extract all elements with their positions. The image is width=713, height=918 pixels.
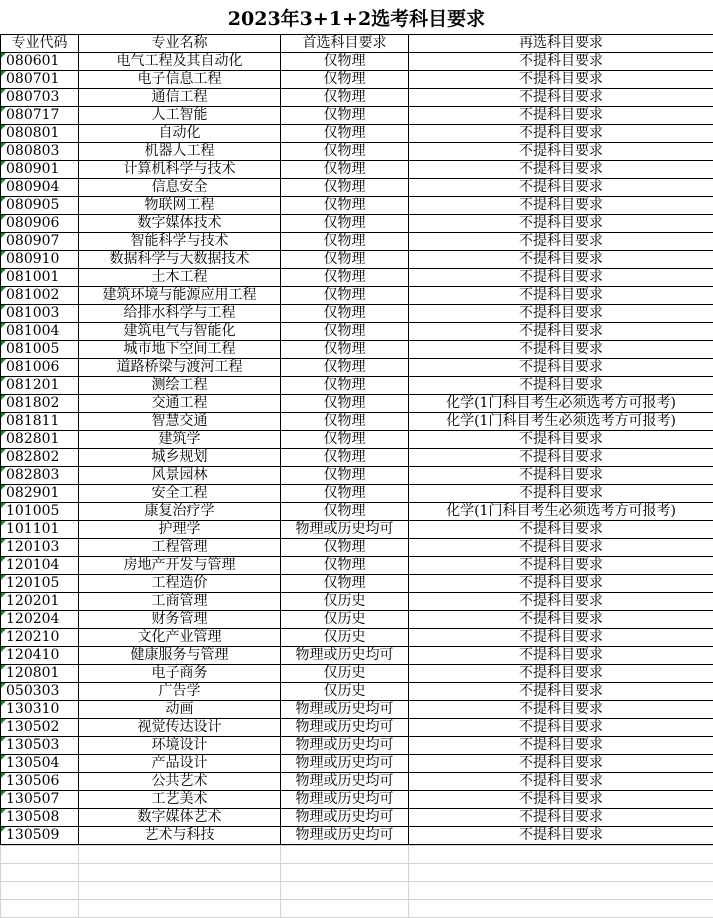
cell-major-name[interactable]: 通信工程	[79, 89, 281, 107]
cell-major-code[interactable]: 082803	[1, 467, 79, 485]
cell-second-subject[interactable]: 不提科目要求	[409, 665, 713, 683]
cell-second-subject[interactable]: 不提科目要求	[409, 521, 713, 539]
cell-major-name[interactable]: 机器人工程	[79, 143, 281, 161]
cell-second-subject[interactable]: 不提科目要求	[409, 215, 713, 233]
cell-major-name[interactable]: 测绘工程	[79, 377, 281, 395]
cell-major-name[interactable]: 工程管理	[79, 539, 281, 557]
cell-major-code[interactable]: 130508	[1, 809, 79, 827]
cell-major-code[interactable]: 080717	[1, 107, 79, 125]
cell-first-subject[interactable]: 物理或历史均可	[281, 827, 409, 845]
table-row	[1, 251, 713, 269]
subject-requirements-table	[0, 34, 713, 845]
table-row	[1, 701, 713, 719]
cell-major-code[interactable]: 081006	[1, 359, 79, 377]
cell-major-name[interactable]: 交通工程	[79, 395, 281, 413]
cell-major-code[interactable]: 080910	[1, 251, 79, 269]
table-row	[1, 791, 713, 809]
cell-first-subject[interactable]: 仅物理	[281, 413, 409, 431]
cell-major-name[interactable]: 产品设计	[79, 755, 281, 773]
cell-major-name[interactable]: 电子信息工程	[79, 71, 281, 89]
table-row	[1, 719, 713, 737]
cell-second-subject[interactable]: 不提科目要求	[409, 287, 713, 305]
table-row	[1, 557, 713, 575]
cell-major-code[interactable]: 080905	[1, 197, 79, 215]
cell-major-code[interactable]: 080701	[1, 71, 79, 89]
cell-second-subject[interactable]: 不提科目要求	[409, 197, 713, 215]
cell-second-subject[interactable]: 不提科目要求	[409, 179, 713, 197]
table-row	[1, 233, 713, 251]
cell-first-subject[interactable]: 仅物理	[281, 143, 409, 161]
cell-major-code[interactable]: 120210	[1, 629, 79, 647]
table-row	[1, 107, 713, 125]
cell-first-subject[interactable]: 仅物理	[281, 287, 409, 305]
cell-first-subject[interactable]: 仅物理	[281, 233, 409, 251]
cell-major-code[interactable]: 130310	[1, 701, 79, 719]
cell-major-code[interactable]: 120201	[1, 593, 79, 611]
cell-second-subject[interactable]: 不提科目要求	[409, 233, 713, 251]
table-row	[1, 503, 713, 521]
cell-second-subject[interactable]: 不提科目要求	[409, 431, 713, 449]
cell-second-subject[interactable]: 不提科目要求	[409, 143, 713, 161]
header-row	[1, 35, 713, 53]
cell-first-subject[interactable]: 物理或历史均可	[281, 755, 409, 773]
cell-major-name[interactable]: 康复治疗学	[79, 503, 281, 521]
table-row	[1, 179, 713, 197]
cell-first-subject[interactable]: 仅物理	[281, 557, 409, 575]
cell-first-subject[interactable]: 仅物理	[281, 53, 409, 71]
cell-major-name[interactable]: 城市地下空间工程	[79, 341, 281, 359]
cell-major-code[interactable]: 080907	[1, 233, 79, 251]
cell-major-name[interactable]: 道路桥梁与渡河工程	[79, 359, 281, 377]
grid-line	[408, 845, 409, 918]
header-second-subject[interactable]: 再选科目要求	[409, 35, 713, 53]
cell-first-subject[interactable]: 仅历史	[281, 611, 409, 629]
cell-major-name[interactable]: 安全工程	[79, 485, 281, 503]
cell-major-code[interactable]: 130509	[1, 827, 79, 845]
cell-first-subject[interactable]: 仅物理	[281, 539, 409, 557]
cell-second-subject[interactable]: 不提科目要求	[409, 593, 713, 611]
cell-second-subject[interactable]: 不提科目要求	[409, 701, 713, 719]
cell-first-subject[interactable]: 仅物理	[281, 305, 409, 323]
cell-major-name[interactable]: 工商管理	[79, 593, 281, 611]
cell-major-code[interactable]: 081811	[1, 413, 79, 431]
cell-first-subject[interactable]: 仅物理	[281, 341, 409, 359]
table-row	[1, 485, 713, 503]
cell-second-subject[interactable]: 不提科目要求	[409, 359, 713, 377]
cell-first-subject[interactable]: 仅物理	[281, 71, 409, 89]
cell-major-code[interactable]: 101005	[1, 503, 79, 521]
cell-major-name[interactable]: 建筑环境与能源应用工程	[79, 287, 281, 305]
cell-first-subject[interactable]: 仅物理	[281, 467, 409, 485]
cell-major-code[interactable]: 120103	[1, 539, 79, 557]
table-row	[1, 755, 713, 773]
cell-first-subject[interactable]: 仅物理	[281, 377, 409, 395]
cell-major-code[interactable]: 080803	[1, 143, 79, 161]
cell-second-subject[interactable]: 不提科目要求	[409, 539, 713, 557]
cell-first-subject[interactable]: 仅物理	[281, 89, 409, 107]
cell-major-code[interactable]: 101101	[1, 521, 79, 539]
cell-major-name[interactable]: 工艺美术	[79, 791, 281, 809]
cell-major-code[interactable]: 081005	[1, 341, 79, 359]
cell-major-name[interactable]: 财务管理	[79, 611, 281, 629]
cell-major-name[interactable]: 物联网工程	[79, 197, 281, 215]
cell-first-subject[interactable]: 仅物理	[281, 575, 409, 593]
cell-first-subject[interactable]: 物理或历史均可	[281, 719, 409, 737]
table-row	[1, 71, 713, 89]
cell-major-name[interactable]: 土木工程	[79, 269, 281, 287]
table-row	[1, 431, 713, 449]
cell-major-name[interactable]: 数字媒体技术	[79, 215, 281, 233]
table-row	[1, 575, 713, 593]
cell-first-subject[interactable]: 仅物理	[281, 395, 409, 413]
cell-first-subject[interactable]: 物理或历史均可	[281, 809, 409, 827]
cell-major-code[interactable]: 081201	[1, 377, 79, 395]
table-row	[1, 143, 713, 161]
table-row	[1, 395, 713, 413]
cell-major-code[interactable]: 081001	[1, 269, 79, 287]
cell-major-code[interactable]: 130507	[1, 791, 79, 809]
cell-major-name[interactable]: 城乡规划	[79, 449, 281, 467]
cell-major-name[interactable]: 智能科学与技术	[79, 233, 281, 251]
cell-second-subject[interactable]: 不提科目要求	[409, 341, 713, 359]
cell-first-subject[interactable]: 仅历史	[281, 683, 409, 701]
cell-first-subject[interactable]: 仅物理	[281, 215, 409, 233]
cell-second-subject[interactable]: 不提科目要求	[409, 557, 713, 575]
cell-major-name[interactable]: 动画	[79, 701, 281, 719]
cell-second-subject[interactable]: 不提科目要求	[409, 269, 713, 287]
cell-second-subject[interactable]: 不提科目要求	[409, 575, 713, 593]
cell-second-subject[interactable]: 不提科目要求	[409, 611, 713, 629]
table-row	[1, 215, 713, 233]
cell-second-subject[interactable]: 不提科目要求	[409, 683, 713, 701]
cell-major-code[interactable]: 081002	[1, 287, 79, 305]
header-first-subject[interactable]: 首选科目要求	[281, 35, 409, 53]
cell-major-name[interactable]: 视觉传达设计	[79, 719, 281, 737]
cell-major-code[interactable]: 120105	[1, 575, 79, 593]
cell-second-subject[interactable]: 不提科目要求	[409, 755, 713, 773]
cell-second-subject[interactable]: 不提科目要求	[409, 161, 713, 179]
cell-second-subject[interactable]: 不提科目要求	[409, 791, 713, 809]
cell-major-code[interactable]: 080703	[1, 89, 79, 107]
cell-second-subject[interactable]: 不提科目要求	[409, 251, 713, 269]
table-row	[1, 53, 713, 71]
table-row	[1, 287, 713, 305]
cell-major-name[interactable]: 工程造价	[79, 575, 281, 593]
cell-second-subject[interactable]: 不提科目要求	[409, 53, 713, 71]
cell-major-code[interactable]: 050303	[1, 683, 79, 701]
cell-major-name[interactable]: 护理学	[79, 521, 281, 539]
table-row	[1, 593, 713, 611]
empty-grid-area[interactable]	[0, 845, 713, 918]
cell-major-code[interactable]: 130503	[1, 737, 79, 755]
cell-first-subject[interactable]: 仅历史	[281, 629, 409, 647]
cell-major-name[interactable]: 人工智能	[79, 107, 281, 125]
cell-first-subject[interactable]: 物理或历史均可	[281, 701, 409, 719]
cell-second-subject[interactable]: 不提科目要求	[409, 485, 713, 503]
table-row	[1, 413, 713, 431]
table-row	[1, 809, 713, 827]
table-row	[1, 341, 713, 359]
cell-major-code[interactable]: 081802	[1, 395, 79, 413]
cell-first-subject[interactable]: 仅物理	[281, 485, 409, 503]
table-row	[1, 665, 713, 683]
table-row	[1, 773, 713, 791]
cell-major-code[interactable]: 120204	[1, 611, 79, 629]
cell-major-name[interactable]: 智慧交通	[79, 413, 281, 431]
cell-major-code[interactable]: 080801	[1, 125, 79, 143]
table-row	[1, 125, 713, 143]
cell-major-code[interactable]: 080906	[1, 215, 79, 233]
cell-major-name[interactable]: 健康服务与管理	[79, 647, 281, 665]
cell-major-name[interactable]: 自动化	[79, 125, 281, 143]
cell-first-subject[interactable]: 仅物理	[281, 251, 409, 269]
cell-second-subject[interactable]: 化学(1门科目考生必须选考方可报考)	[409, 503, 713, 521]
cell-first-subject[interactable]: 仅物理	[281, 359, 409, 377]
cell-second-subject[interactable]: 不提科目要求	[409, 305, 713, 323]
cell-second-subject[interactable]: 化学(1门科目考生必须选考方可报考)	[409, 395, 713, 413]
cell-second-subject[interactable]: 不提科目要求	[409, 107, 713, 125]
cell-second-subject[interactable]: 不提科目要求	[409, 323, 713, 341]
cell-second-subject[interactable]: 不提科目要求	[409, 89, 713, 107]
cell-major-code[interactable]: 082802	[1, 449, 79, 467]
cell-first-subject[interactable]: 仅物理	[281, 323, 409, 341]
table-row	[1, 647, 713, 665]
cell-second-subject[interactable]: 不提科目要求	[409, 827, 713, 845]
cell-second-subject[interactable]: 化学(1门科目考生必须选考方可报考)	[409, 413, 713, 431]
cell-major-code[interactable]: 082801	[1, 431, 79, 449]
cell-first-subject[interactable]: 物理或历史均可	[281, 773, 409, 791]
grid-line	[280, 845, 281, 918]
cell-major-name[interactable]: 电气工程及其自动化	[79, 53, 281, 71]
table-row	[1, 269, 713, 287]
cell-major-code[interactable]: 120801	[1, 665, 79, 683]
cell-second-subject[interactable]: 不提科目要求	[409, 467, 713, 485]
table-row	[1, 377, 713, 395]
table-row	[1, 737, 713, 755]
table-row	[1, 89, 713, 107]
cell-major-code[interactable]: 080601	[1, 53, 79, 71]
cell-major-name[interactable]: 公共艺术	[79, 773, 281, 791]
cell-second-subject[interactable]: 不提科目要求	[409, 773, 713, 791]
cell-major-name[interactable]: 建筑学	[79, 431, 281, 449]
table-row	[1, 467, 713, 485]
cell-first-subject[interactable]: 仅物理	[281, 269, 409, 287]
table-row	[1, 683, 713, 701]
cell-major-name[interactable]: 计算机科学与技术	[79, 161, 281, 179]
cell-first-subject[interactable]: 仅物理	[281, 125, 409, 143]
table-row	[1, 521, 713, 539]
cell-second-subject[interactable]: 不提科目要求	[409, 737, 713, 755]
cell-first-subject[interactable]: 仅物理	[281, 503, 409, 521]
cell-major-name[interactable]: 艺术与科技	[79, 827, 281, 845]
cell-second-subject[interactable]: 不提科目要求	[409, 71, 713, 89]
cell-major-name[interactable]: 给排水科学与工程	[79, 305, 281, 323]
cell-second-subject[interactable]: 不提科目要求	[409, 809, 713, 827]
cell-second-subject[interactable]: 不提科目要求	[409, 449, 713, 467]
cell-second-subject[interactable]: 不提科目要求	[409, 629, 713, 647]
cell-major-code[interactable]: 130502	[1, 719, 79, 737]
cell-second-subject[interactable]: 不提科目要求	[409, 125, 713, 143]
table-row	[1, 611, 713, 629]
cell-major-code[interactable]: 082901	[1, 485, 79, 503]
cell-first-subject[interactable]: 物理或历史均可	[281, 647, 409, 665]
cell-major-name[interactable]: 建筑电气与智能化	[79, 323, 281, 341]
cell-major-name[interactable]: 环境设计	[79, 737, 281, 755]
cell-first-subject[interactable]: 物理或历史均可	[281, 737, 409, 755]
cell-second-subject[interactable]: 不提科目要求	[409, 719, 713, 737]
table-row	[1, 323, 713, 341]
cell-first-subject[interactable]: 仅物理	[281, 179, 409, 197]
page-title: 2023年3+1+2选考科目要求	[227, 8, 486, 30]
cell-first-subject[interactable]: 物理或历史均可	[281, 521, 409, 539]
cell-first-subject[interactable]: 物理或历史均可	[281, 791, 409, 809]
header-major-code[interactable]: 专业代码	[1, 35, 79, 53]
cell-first-subject[interactable]: 仅物理	[281, 449, 409, 467]
cell-major-code[interactable]: 120410	[1, 647, 79, 665]
cell-first-subject[interactable]: 仅物理	[281, 431, 409, 449]
header-major-name[interactable]: 专业名称	[79, 35, 281, 53]
cell-first-subject[interactable]: 仅物理	[281, 107, 409, 125]
table-row	[1, 197, 713, 215]
cell-major-code[interactable]: 120104	[1, 557, 79, 575]
cell-major-name[interactable]: 数字媒体艺术	[79, 809, 281, 827]
table-body	[1, 53, 713, 845]
cell-first-subject[interactable]: 仅物理	[281, 197, 409, 215]
cell-major-name[interactable]: 数据科学与大数据技术	[79, 251, 281, 269]
cell-major-code[interactable]: 080901	[1, 161, 79, 179]
table-row	[1, 305, 713, 323]
cell-major-name[interactable]: 文化产业管理	[79, 629, 281, 647]
cell-major-name[interactable]: 广告学	[79, 683, 281, 701]
cell-major-code[interactable]: 080904	[1, 179, 79, 197]
cell-first-subject[interactable]: 仅历史	[281, 665, 409, 683]
table-row	[1, 827, 713, 845]
table-row	[1, 539, 713, 557]
table-row	[1, 161, 713, 179]
cell-first-subject[interactable]: 仅历史	[281, 593, 409, 611]
cell-first-subject[interactable]: 仅物理	[281, 161, 409, 179]
table-row	[1, 449, 713, 467]
cell-major-name[interactable]: 电子商务	[79, 665, 281, 683]
cell-second-subject[interactable]: 不提科目要求	[409, 647, 713, 665]
table-row	[1, 629, 713, 647]
cell-major-code[interactable]: 130506	[1, 773, 79, 791]
cell-major-name[interactable]: 房地产开发与管理	[79, 557, 281, 575]
cell-major-name[interactable]: 风景园林	[79, 467, 281, 485]
cell-major-name[interactable]: 信息安全	[79, 179, 281, 197]
cell-second-subject[interactable]: 不提科目要求	[409, 377, 713, 395]
cell-major-code[interactable]: 081004	[1, 323, 79, 341]
cell-major-code[interactable]: 081003	[1, 305, 79, 323]
grid-line	[78, 845, 79, 918]
cell-major-code[interactable]: 130504	[1, 755, 79, 773]
table-row	[1, 359, 713, 377]
